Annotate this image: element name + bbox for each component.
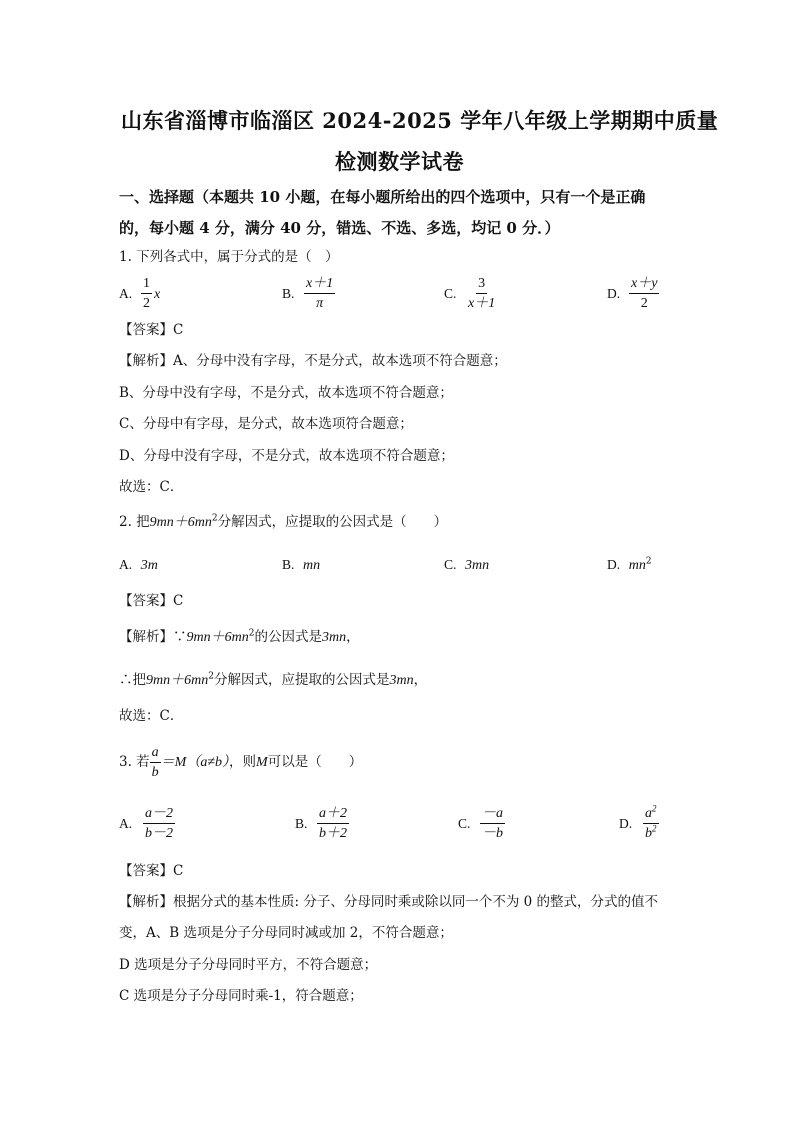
- q2-therefore-exponent: 2: [208, 671, 214, 682]
- q3-d-numerator-base: a: [645, 806, 652, 821]
- q1-analysis-line3: C、分母中有字母，是分式，故本选项符合题意；: [119, 416, 413, 432]
- q3-analysis-head: 【解析】: [119, 894, 173, 910]
- q1-option-b-label: B.: [282, 286, 295, 301]
- q2-option-d-exponent: 2: [645, 556, 652, 567]
- q1-conclusion: 故选：C．: [119, 479, 184, 495]
- q3-option-c-label: C.: [458, 816, 471, 831]
- q3-option-a-fraction: [143, 805, 175, 842]
- q3-analysis-text1: 根据分式的基本性质: 分子、分母同时乘或除以同一个不为 0 的整式，分式的值不: [173, 894, 659, 910]
- q2-stem: [119, 513, 447, 532]
- q3-stem: [119, 744, 362, 781]
- document-title-line2: 检测数学试卷: [335, 149, 464, 174]
- q3-stem-numerator: a: [150, 744, 161, 763]
- q2-option-d: [607, 556, 652, 575]
- because-symbol: ∵: [173, 629, 187, 645]
- q1-options: [119, 275, 679, 315]
- q3-stem-expression: ＝M（a≠b）: [160, 755, 230, 770]
- q1-analysis-line4: D、分母中没有字母，不是分式，故本选项不符合题意；: [119, 448, 454, 464]
- q1-a-numerator: 1: [141, 275, 152, 294]
- q3-stem-post: ，则: [229, 754, 257, 770]
- q2-conclusion: 故选：C．: [119, 708, 184, 724]
- q3-b-denominator: b＋2: [319, 826, 347, 841]
- q3-d-denominator-exponent: 2: [652, 823, 657, 834]
- q1-d-denominator: 2: [640, 296, 648, 311]
- q2-therefore-comma: ，: [413, 672, 428, 688]
- q3-analysis-line4: C 选项是分子分母同时乘-1，符合题意；: [119, 988, 363, 1004]
- q1-option-a-label: A.: [119, 286, 133, 301]
- q1-a-denominator: 2: [143, 296, 150, 311]
- q2-option-b: [282, 556, 320, 575]
- q1-option-d-label: D.: [607, 286, 621, 301]
- q3-stem-fraction: [150, 744, 161, 781]
- q2-analysis-exponent: 2: [248, 628, 255, 639]
- q3-option-a-label: A.: [119, 816, 133, 831]
- q1-a-variable: x: [154, 287, 161, 302]
- q3-stem-m: M: [256, 755, 268, 770]
- q2-analysis-head: 【解析】: [119, 629, 173, 645]
- q3-option-b-fraction: [317, 805, 349, 842]
- q2-stem-post: 分解因式，应提取的公因式是（ ）: [217, 514, 448, 530]
- q2-option-a-label: A.: [119, 557, 133, 572]
- q1-b-numerator: x＋1: [304, 275, 335, 294]
- q2-stem-pre: 2. 把: [119, 514, 150, 530]
- q2-option-d-value: mn: [628, 558, 646, 573]
- q1-d-numerator: x＋y: [629, 275, 659, 294]
- q1-analysis-text1: A、分母中没有字母，不是分式，故本选项不符合题意；: [173, 353, 507, 369]
- q3-stem-end: 可以是（ ）: [267, 754, 363, 770]
- q2-stem-expression: 9mn＋6mn: [149, 515, 212, 530]
- q3-c-numerator: －a: [480, 805, 505, 824]
- q3-option-d-label: D.: [619, 816, 633, 831]
- q2-therefore-expression: 9mn＋6mn: [146, 673, 209, 688]
- q3-a-denominator: b－2: [145, 826, 173, 841]
- q1-option-c-fraction: [466, 275, 497, 312]
- q1-c-denominator: x＋1: [468, 296, 496, 311]
- q1-option-b-fraction: [304, 275, 335, 312]
- q2-analysis-comma: ，: [346, 629, 360, 645]
- q1-option-c-label: C.: [444, 286, 457, 301]
- q2-stem-exponent: 2: [211, 513, 218, 524]
- q2-analysis-mid: 的公因式是: [254, 629, 322, 645]
- document-title-line1: 山东省淄博市临淄区 2024-2025 学年八年级上学期期中质量: [121, 108, 719, 133]
- q1-stem: 1. 下列各式中，属于分式的是（ ）: [119, 249, 339, 265]
- section-header-line1: 一、选择题（本题共 10 小题，在每小题所给出的四个选项中，只有一个是正确: [119, 188, 646, 206]
- q2-option-c-label: C.: [444, 557, 457, 572]
- q1-analysis-line2: B、分母中没有字母，不是分式，故本选项不符合题意；: [119, 385, 453, 401]
- q3-option-b-label: B.: [295, 816, 308, 831]
- q2-option-d-label: D.: [607, 557, 621, 572]
- q3-a-numerator: a－2: [143, 805, 175, 824]
- q1-option-a-fraction: [141, 275, 152, 312]
- q3-d-denominator-base: b: [645, 826, 652, 841]
- q3-analysis-line3: D 选项是分子分母同时平方，不符合题意；: [119, 957, 378, 973]
- q3-c-denominator: －b: [482, 826, 503, 841]
- q3-analysis-line1: [119, 893, 658, 911]
- q1-c-numerator: 3: [476, 275, 487, 294]
- q2-therefore-pre: ∴把: [119, 672, 146, 688]
- q3-stem-denominator: b: [151, 765, 159, 780]
- q1-b-denominator: π: [316, 296, 324, 311]
- q3-option-c-fraction: [480, 805, 505, 842]
- section-header-line2: 的，每小题 4 分，满分 40 分，错选、不选、多选，均记 0 分．）: [119, 219, 560, 237]
- q2-therefore-mid: 分解因式，应提取的公因式是: [213, 672, 390, 688]
- q2-option-c: [444, 556, 489, 575]
- q2-option-a-value: 3m: [140, 558, 158, 573]
- q2-option-a: [119, 556, 158, 575]
- q3-options: [119, 805, 679, 847]
- q1-analysis-line1: [119, 352, 507, 370]
- q2-option-b-value: mn: [302, 558, 321, 573]
- q2-analysis-expression: 9mn＋6mn: [186, 630, 249, 645]
- q3-b-numerator: a＋2: [317, 805, 349, 824]
- q2-analysis-gcf: 3mn: [321, 630, 347, 645]
- q3-stem-pre: 3. 若: [119, 754, 150, 770]
- q3-answer: 【答案】C: [119, 863, 184, 879]
- q2-therefore-gcf: 3mn: [389, 673, 414, 688]
- q2-analysis-line2: [119, 671, 427, 690]
- q2-option-c-value: 3mn: [464, 558, 490, 573]
- q3-option-d-fraction: [643, 805, 659, 842]
- q1-answer: 【答案】C: [119, 322, 184, 338]
- q2-answer: 【答案】C: [119, 593, 184, 609]
- q3-d-denominator: [643, 824, 659, 842]
- q3-analysis-line2: 变，A、B 选项是分子分母同时减或加 2，不符合题意；: [119, 925, 453, 941]
- q1-analysis-head: 【解析】: [119, 353, 173, 369]
- q1-option-d-fraction: [629, 275, 659, 312]
- q2-option-b-label: B.: [282, 557, 295, 572]
- q2-analysis-line1: [119, 628, 360, 647]
- q3-d-numerator-exponent: 2: [652, 803, 657, 814]
- q3-d-numerator: [643, 805, 659, 824]
